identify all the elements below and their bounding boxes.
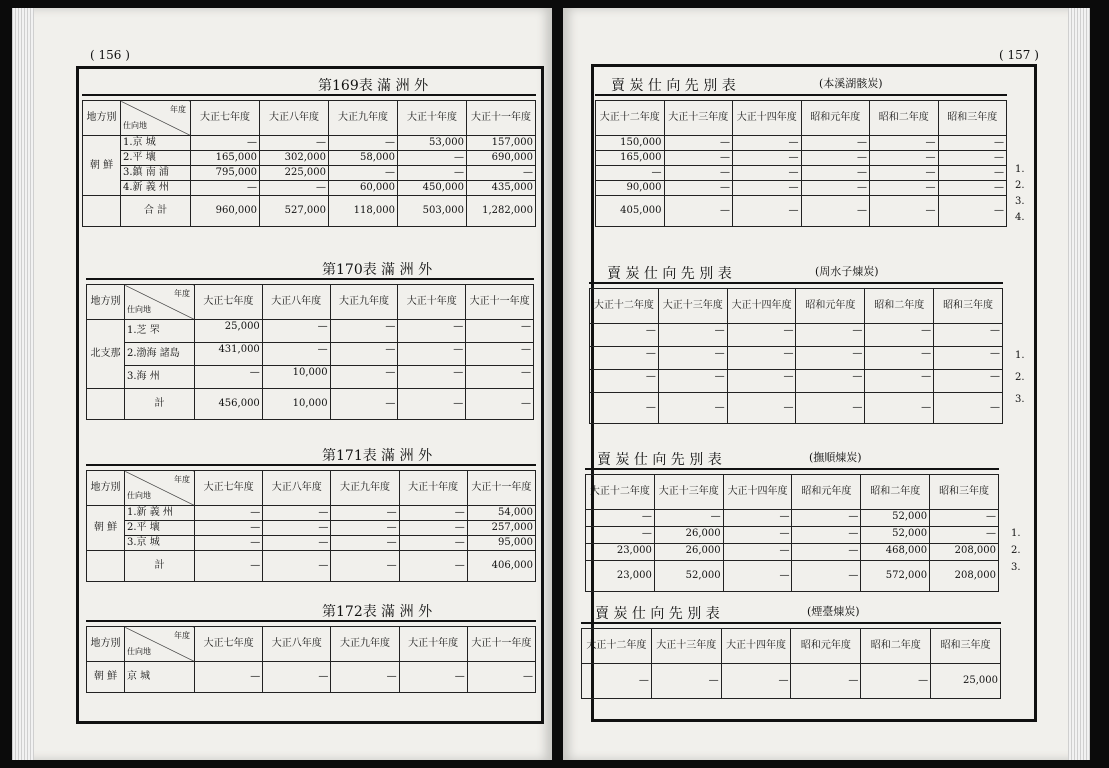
cell-value: —	[466, 320, 534, 343]
total-row	[87, 389, 534, 420]
cell-value: —	[721, 664, 791, 699]
col-header: 大正十四年度	[721, 629, 791, 664]
cell-value: —	[651, 664, 721, 699]
col-header: 大正七年度	[195, 627, 263, 662]
cell-value: 53,000	[398, 136, 467, 151]
cell-value: 90,000	[596, 181, 665, 196]
row-label: 4.新 義 州	[121, 181, 191, 196]
cell-value: —	[723, 510, 792, 527]
col-header: 大正十年度	[399, 471, 467, 506]
cell-value: 25,000	[931, 664, 1001, 699]
region-cell: 北支那	[87, 320, 125, 389]
total-value: —	[331, 551, 399, 582]
cell-value: 435,000	[467, 181, 536, 196]
right-page	[563, 8, 1090, 760]
total-label: 合 計	[121, 196, 191, 227]
cell-value: —	[801, 166, 870, 181]
cell-value: —	[330, 366, 398, 389]
cell-value: —	[330, 343, 398, 366]
cell-value: —	[733, 166, 802, 181]
cell-value: —	[723, 544, 792, 561]
cell-value: —	[934, 324, 1003, 347]
total-value: —	[330, 389, 398, 420]
col-header: 大正七年度	[195, 471, 263, 506]
col-header: 大正九年度	[331, 627, 399, 662]
cell-value: —	[723, 527, 792, 544]
cell-value: 52,000	[861, 510, 930, 527]
cell-value: 23,000	[586, 544, 655, 561]
table-row	[590, 370, 1003, 393]
table-row	[87, 320, 534, 343]
region-header: 地方別	[87, 285, 125, 320]
total-value: 503,000	[398, 196, 467, 227]
sales-table-grid	[581, 628, 1001, 699]
cell-value: —	[399, 506, 467, 521]
row-index: 2.	[1015, 180, 1025, 191]
cell-value: —	[664, 136, 733, 151]
cell-value: 150,000	[596, 136, 665, 151]
diagonal-header: 年度 仕向地	[125, 471, 195, 506]
cell-value: —	[865, 324, 934, 347]
cell-value: —	[733, 151, 802, 166]
cell-value: —	[801, 181, 870, 196]
cell-value: —	[870, 151, 939, 166]
total-value: 527,000	[260, 196, 329, 227]
total-row	[596, 196, 1007, 227]
cell-value: —	[398, 320, 466, 343]
table-172-grid	[86, 626, 536, 693]
table-row	[586, 527, 999, 544]
total-value: —	[934, 393, 1003, 424]
col-header: 昭和三年度	[930, 475, 999, 510]
cell-value: —	[796, 347, 865, 370]
cell-value: —	[195, 521, 263, 536]
region-header: 地方別	[87, 471, 125, 506]
cell-value: —	[930, 510, 999, 527]
col-header: 大正八年度	[263, 471, 331, 506]
table-170	[86, 258, 534, 438]
cell-value: —	[330, 320, 398, 343]
row-index: 1.	[1015, 164, 1025, 175]
cell-value: —	[796, 324, 865, 347]
cell-value: —	[260, 181, 329, 196]
row-index: 3.	[1011, 562, 1021, 573]
table-row	[87, 343, 534, 366]
total-row	[586, 561, 999, 592]
table-row	[83, 136, 536, 151]
col-header: 大正十二年度	[586, 475, 655, 510]
cell-value: —	[664, 151, 733, 166]
col-header: 昭和元年度	[791, 629, 861, 664]
col-header: 大正七年度	[191, 101, 260, 136]
cell-value: 165,000	[596, 151, 665, 166]
row-index: 2.	[1011, 545, 1021, 556]
cell-value: —	[727, 370, 796, 393]
cell-value: —	[590, 324, 659, 347]
col-header: 大正十年度	[399, 627, 467, 662]
cell-value: —	[398, 166, 467, 181]
cell-value: —	[865, 347, 934, 370]
col-header: 大正九年度	[329, 101, 398, 136]
diagonal-header: 年度 仕向地	[125, 285, 195, 320]
total-value: —	[723, 561, 792, 592]
col-header: 大正十四年度	[733, 101, 802, 136]
table-title: 第171表 滿 洲 外	[86, 444, 536, 466]
col-header: 昭和三年度	[938, 101, 1007, 136]
total-label: 計	[125, 551, 195, 582]
cell-value: —	[870, 181, 939, 196]
total-row	[590, 393, 1003, 424]
cell-value: —	[654, 510, 723, 527]
col-header: 大正十二年度	[596, 101, 665, 136]
cell-value: 95,000	[467, 536, 535, 551]
total-value: —	[658, 393, 727, 424]
row-index: 3.	[1015, 196, 1025, 207]
row-label: 1.芝 罘	[125, 320, 195, 343]
col-header: 昭和元年度	[796, 289, 865, 324]
cell-value: —	[398, 151, 467, 166]
row-label: 2.平 壤	[121, 151, 191, 166]
total-value: —	[590, 393, 659, 424]
row-label: 2.平 壤	[125, 521, 195, 536]
total-value: 52,000	[654, 561, 723, 592]
cell-value: —	[934, 370, 1003, 393]
total-value: —	[938, 196, 1007, 227]
cell-value: 208,000	[930, 544, 999, 561]
total-value: —	[870, 196, 939, 227]
cell-value: —	[398, 343, 466, 366]
cell-value: 26,000	[654, 527, 723, 544]
table-row	[87, 536, 536, 551]
col-header: 大正八年度	[263, 627, 331, 662]
cell-value: —	[938, 166, 1007, 181]
cell-value: 52,000	[861, 527, 930, 544]
cell-value: —	[658, 370, 727, 393]
row-label: 3.京 城	[125, 536, 195, 551]
table-row	[596, 136, 1007, 151]
cell-value: —	[191, 181, 260, 196]
total-value: —	[727, 393, 796, 424]
cell-value: —	[399, 662, 467, 693]
sales-table-shusuishi	[589, 262, 1025, 442]
row-index: 1.	[1011, 528, 1021, 539]
col-header: 昭和三年度	[934, 289, 1003, 324]
cell-value: —	[791, 664, 861, 699]
cell-value: —	[582, 664, 652, 699]
row-label: 京 城	[125, 662, 195, 693]
row-label: 2.渤海 諸島	[125, 343, 195, 366]
table-172	[86, 600, 536, 704]
table-title: 賣 炭 仕 向 先 別 表 (周水子煉炭)	[589, 262, 1003, 284]
table-row	[586, 544, 999, 561]
cell-value: —	[195, 662, 263, 693]
cell-value: —	[930, 527, 999, 544]
cell-value: —	[399, 521, 467, 536]
table-171	[86, 444, 536, 606]
cell-value: —	[664, 181, 733, 196]
col-header: 大正十年度	[398, 101, 467, 136]
table-title: 第170表 滿 洲 外	[86, 258, 534, 280]
cell-value: 165,000	[191, 151, 260, 166]
total-value: 456,000	[195, 389, 263, 420]
sales-table-bujun	[585, 448, 1021, 614]
sales-table-honkeiko	[595, 74, 1025, 264]
cell-value: 450,000	[398, 181, 467, 196]
total-value: —	[796, 393, 865, 424]
col-header: 昭和二年度	[861, 629, 931, 664]
col-header: 大正十二年度	[590, 289, 659, 324]
col-header: 大正八年度	[262, 285, 330, 320]
col-header: 昭和二年度	[861, 475, 930, 510]
cell-value: 60,000	[329, 181, 398, 196]
col-header: 大正十四年度	[723, 475, 792, 510]
total-value: 960,000	[191, 196, 260, 227]
table-title: 賣 炭 仕 向 先 別 表 (煙臺煉炭)	[581, 602, 1001, 624]
cell-value: —	[467, 662, 535, 693]
cell-value: 26,000	[654, 544, 723, 561]
cell-value: —	[331, 506, 399, 521]
cell-value: —	[329, 166, 398, 181]
table-171-grid	[86, 470, 536, 582]
cell-value: —	[664, 166, 733, 181]
table-row	[586, 510, 999, 527]
col-header: 大正七年度	[195, 285, 263, 320]
row-label: 1.新 義 州	[125, 506, 195, 521]
col-header: 大正十年度	[398, 285, 466, 320]
cell-value: —	[801, 151, 870, 166]
col-header: 大正十三年度	[664, 101, 733, 136]
total-value: 23,000	[586, 561, 655, 592]
cell-value: —	[658, 324, 727, 347]
cell-value: —	[861, 664, 931, 699]
cell-value: 690,000	[467, 151, 536, 166]
table-title: 第169表 滿 洲 外	[82, 74, 536, 96]
table-row	[596, 166, 1007, 181]
total-value: —	[865, 393, 934, 424]
col-header: 大正十三年度	[651, 629, 721, 664]
diagonal-header: 年度 仕向地	[125, 627, 195, 662]
cell-value: —	[938, 151, 1007, 166]
cell-value: —	[466, 366, 534, 389]
col-header: 昭和元年度	[792, 475, 861, 510]
cell-value: —	[792, 544, 861, 561]
cell-value: —	[262, 343, 330, 366]
region-cell: 朝 鮮	[87, 506, 125, 551]
table-170-grid	[86, 284, 534, 420]
sales-table-grid	[595, 100, 1007, 227]
page-edge	[1068, 8, 1090, 760]
table-row	[83, 181, 536, 196]
cell-value: —	[792, 510, 861, 527]
total-row	[83, 196, 536, 227]
cell-value: —	[727, 324, 796, 347]
row-label: 3.鎮 南 浦	[121, 166, 191, 181]
cell-value: —	[262, 320, 330, 343]
total-value: —	[733, 196, 802, 227]
cell-value: —	[263, 521, 331, 536]
col-header: 昭和元年度	[801, 101, 870, 136]
diagonal-header: 年度 仕向地	[121, 101, 191, 136]
row-label: 3.海 州	[125, 366, 195, 389]
total-value: —	[398, 389, 466, 420]
sales-table-entai	[581, 602, 1001, 712]
cell-value: 10,000	[262, 366, 330, 389]
table-row	[590, 324, 1003, 347]
cell-value: 468,000	[861, 544, 930, 561]
cell-value: —	[399, 536, 467, 551]
page-number-left: ( 156 )	[90, 48, 130, 62]
row-index: 3.	[1015, 394, 1025, 405]
cell-value: 157,000	[467, 136, 536, 151]
total-value: 572,000	[861, 561, 930, 592]
row-index: 2.	[1015, 372, 1025, 383]
cell-value: —	[792, 527, 861, 544]
table-169	[82, 74, 536, 260]
col-header: 大正十三年度	[658, 289, 727, 324]
cell-value: 302,000	[260, 151, 329, 166]
cell-value: 431,000	[195, 343, 263, 366]
cell-value: —	[934, 347, 1003, 370]
cell-value: —	[796, 370, 865, 393]
col-header: 昭和二年度	[865, 289, 934, 324]
cell-value: —	[586, 527, 655, 544]
cell-value: —	[733, 181, 802, 196]
cell-value: —	[191, 136, 260, 151]
table-row	[83, 166, 536, 181]
cell-value: —	[865, 370, 934, 393]
total-value: —	[792, 561, 861, 592]
table-row	[582, 664, 1001, 699]
cell-value: —	[590, 347, 659, 370]
cell-value: —	[466, 343, 534, 366]
col-header: 大正十一年度	[467, 471, 535, 506]
cell-value: 58,000	[329, 151, 398, 166]
col-header: 大正十二年度	[582, 629, 652, 664]
table-169-grid	[82, 100, 536, 227]
col-header: 大正八年度	[260, 101, 329, 136]
col-header: 大正十一年度	[466, 285, 534, 320]
cell-value: —	[658, 347, 727, 370]
cell-value: —	[801, 136, 870, 151]
cell-value: —	[586, 510, 655, 527]
cell-value: —	[596, 166, 665, 181]
cell-value: —	[263, 536, 331, 551]
table-title: 第172表 滿 洲 外	[86, 600, 536, 622]
cell-value: —	[331, 521, 399, 536]
cell-value: —	[870, 136, 939, 151]
total-value: —	[399, 551, 467, 582]
total-value: 208,000	[930, 561, 999, 592]
row-label: 1.京 城	[121, 136, 191, 151]
cell-value: 25,000	[195, 320, 263, 343]
cell-value: —	[195, 366, 263, 389]
cell-value: —	[938, 181, 1007, 196]
region-cell: 朝 鮮	[83, 136, 121, 196]
table-row	[87, 521, 536, 536]
total-value: —	[801, 196, 870, 227]
col-header: 昭和三年度	[931, 629, 1001, 664]
cell-value: —	[263, 662, 331, 693]
total-value: 118,000	[329, 196, 398, 227]
cell-value: —	[727, 347, 796, 370]
left-page	[12, 8, 552, 760]
col-header: 昭和二年度	[870, 101, 939, 136]
total-value: —	[664, 196, 733, 227]
cell-value: —	[938, 136, 1007, 151]
col-header: 大正十三年度	[654, 475, 723, 510]
table-row	[83, 151, 536, 166]
total-value: —	[195, 551, 263, 582]
cell-value: —	[329, 136, 398, 151]
cell-value: —	[870, 166, 939, 181]
table-row	[87, 366, 534, 389]
total-value: 1,282,000	[467, 196, 536, 227]
table-title: 賣 炭 仕 向 先 別 表 (撫順煉炭)	[585, 448, 999, 470]
cell-value: —	[467, 166, 536, 181]
cell-value: 54,000	[467, 506, 535, 521]
row-index: 1.	[1015, 350, 1025, 361]
table-row	[87, 506, 536, 521]
table-row	[596, 151, 1007, 166]
table-row	[596, 181, 1007, 196]
table-title: 賣 炭 仕 向 先 別 表 (本溪湖骸炭)	[595, 74, 1007, 96]
cell-value: —	[331, 536, 399, 551]
table-row	[87, 662, 536, 693]
total-row	[87, 551, 536, 582]
total-label: 計	[125, 389, 195, 420]
cell-value: —	[590, 370, 659, 393]
cell-value: —	[260, 136, 329, 151]
total-value: —	[466, 389, 534, 420]
cell-value: —	[733, 136, 802, 151]
region-header: 地方別	[83, 101, 121, 136]
row-index: 4.	[1015, 212, 1025, 223]
total-value: —	[263, 551, 331, 582]
sales-table-grid	[589, 288, 1003, 424]
region-header: 地方別	[87, 627, 125, 662]
cell-value: 795,000	[191, 166, 260, 181]
total-value: 405,000	[596, 196, 665, 227]
sales-table-grid	[585, 474, 999, 592]
page-edge	[12, 8, 34, 760]
total-value: 406,000	[467, 551, 535, 582]
cell-value: —	[195, 536, 263, 551]
table-row	[590, 347, 1003, 370]
page-number-right: ( 157 )	[999, 48, 1039, 62]
cell-value: 225,000	[260, 166, 329, 181]
total-value: 10,000	[262, 389, 330, 420]
col-header: 大正九年度	[331, 471, 399, 506]
col-header: 大正十四年度	[727, 289, 796, 324]
cell-value: 257,000	[467, 521, 535, 536]
col-header: 大正十一年度	[467, 627, 535, 662]
cell-value: —	[195, 506, 263, 521]
col-header: 大正九年度	[330, 285, 398, 320]
cell-value: —	[331, 662, 399, 693]
region-cell: 朝 鮮	[87, 662, 125, 693]
col-header: 大正十一年度	[467, 101, 536, 136]
cell-value: —	[263, 506, 331, 521]
cell-value: —	[398, 366, 466, 389]
